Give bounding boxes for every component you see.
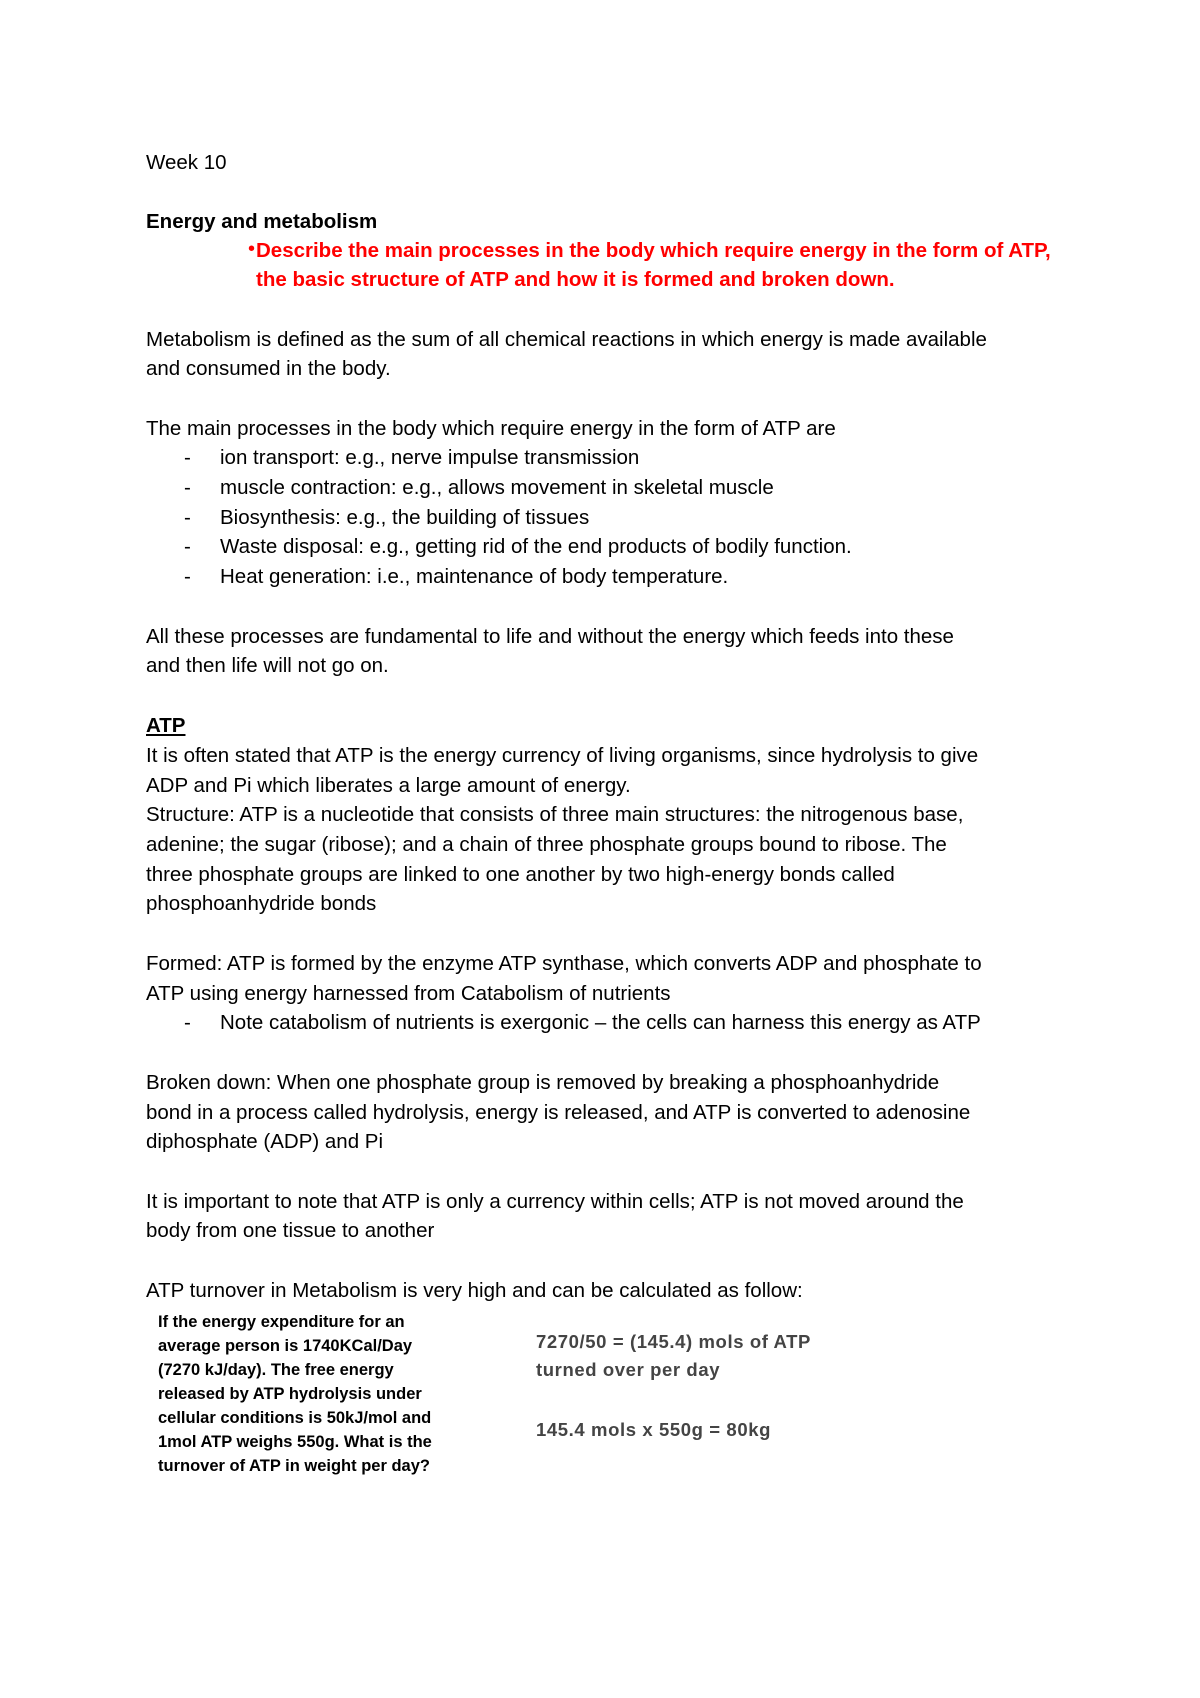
atp-currency-line-2: ADP and Pi which liberates a large amount of energy. [146,774,631,797]
atp-currency-line-1: It is often stated that ATP is the energy currency of living organisms, since hydrolysis to give [146,744,979,767]
formed-note: Note catabolism of nutrients is exergonic – the cells can harness this energy as ATP [220,1011,981,1034]
dash-icon: - [184,1011,191,1034]
calc-question-line: turnover of ATP in weight per day? [158,1457,430,1475]
dash-icon: - [184,506,191,529]
dash-icon: - [184,476,191,499]
structure-line-3: three phosphate groups are linked to one another by two high-energy bonds called [146,863,895,886]
formed-line-2: ATP using energy harnessed from Catabolism of nutrients [146,982,671,1005]
structure-line-1: Structure: ATP is a nucleotide that consists of three main structures: the nitrogenous base, [146,803,964,826]
metabolism-def-line-1: Metabolism is defined as the sum of all chemical reactions in which energy is made available [146,328,987,351]
turnover-intro: ATP turnover in Metabolism is very high and can be calculated as follow: [146,1279,803,1302]
fundamental-line-2: and then life will not go on. [146,654,389,677]
section-title: Energy and metabolism [146,210,378,233]
structure-line-4: phosphoanhydride bonds [146,892,377,915]
process-item: Heat generation: i.e., maintenance of body temperature. [220,565,729,588]
formed-line-1: Formed: ATP is formed by the enzyme ATP synthase, which converts ADP and phosphate to [146,952,982,975]
processes-intro: The main processes in the body which require energy in the form of ATP are [146,417,836,440]
calc-answer-line-3: 145.4 mols x 550g = 80kg [536,1419,771,1440]
objective-line-2: the basic structure of ATP and how it is formed and broken down. [256,268,895,291]
calc-question [158,1310,468,1478]
important-line-2: body from one tissue to another [146,1219,435,1242]
broken-down-line-2: bond in a process called hydrolysis, energy is released, and ATP is converted to adenosine [146,1101,971,1124]
process-item: ion transport: e.g., nerve impulse transmission [220,446,640,469]
calc-question-line: average person is 1740KCal/Day [158,1337,413,1355]
calc-answer-line-1: 7270/50 = (145.4) mols of ATP [536,1331,811,1352]
calc-question-line: released by ATP hydrolysis under [158,1385,422,1403]
week-heading: Week 10 [146,151,227,174]
process-item: Biosynthesis: e.g., the building of tissues [220,506,590,529]
fundamental-line-1: All these processes are fundamental to life and without the energy which feeds into these [146,625,954,648]
atp-heading: ATP [146,714,186,737]
metabolism-def-line-2: and consumed in the body. [146,357,391,380]
bullet-icon: • [248,238,256,260]
important-line-1: It is important to note that ATP is only a currency within cells; ATP is not moved around the [146,1190,964,1213]
calc-answer-line-2: turned over per day [536,1359,721,1380]
process-item: Waste disposal: e.g., getting rid of the end products of bodily function. [220,535,852,558]
objective-line-1: Describe the main processes in the body which require energy in the form of ATP, [256,239,1051,262]
dash-icon: - [184,535,191,558]
structure-line-2: adenine; the sugar (ribose); and a chain of three phosphate groups bound to ribose. The [146,833,947,856]
dash-icon: - [184,565,191,588]
broken-down-line-1: Broken down: When one phosphate group is removed by breaking a phosphoanhydride [146,1071,940,1094]
process-item: muscle contraction: e.g., allows movement in skeletal muscle [220,476,774,499]
calc-question-line: cellular conditions is 50kJ/mol and [158,1409,432,1427]
calc-question-line: If the energy expenditure for an [158,1313,405,1331]
calc-question-line: (7270 kJ/day). The free energy [158,1361,394,1379]
broken-down-line-3: diphosphate (ADP) and Pi [146,1130,384,1153]
dash-icon: - [184,446,191,469]
calc-question-line: 1mol ATP weighs 550g. What is the [158,1433,432,1451]
